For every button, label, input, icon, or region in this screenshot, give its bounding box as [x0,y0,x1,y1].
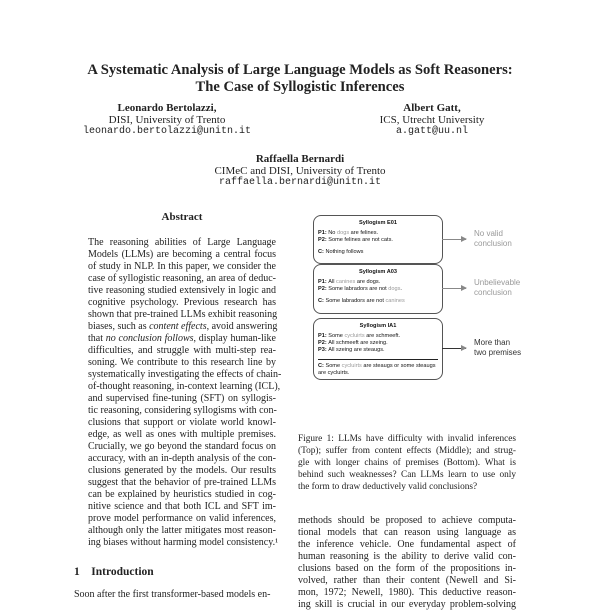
premise [318,340,442,347]
abstract-line: suggest that the behavior of pre-trained LLMs [88,477,276,488]
body-line: clusions based on the form of the propositions in- [298,563,516,574]
arrow-icon [442,288,466,289]
author-affiliation: CIMeC and DISI, University of Trento [214,165,386,177]
text: All schmeeft are szeing. [328,340,388,346]
body-line: mon, 1972; Newell, 1980). This deductive reason- [298,587,516,598]
label: C: [318,363,326,369]
section-number: 1 [74,566,80,578]
premise [318,279,442,286]
conclusion-type-label: Unbelievable conclusion [474,278,521,297]
abstract-line: of-thought reasoning, in-context learning (ICL), [88,381,281,392]
author-email[interactable]: a.gatt@uu.nl [395,126,468,137]
abstract-line: and supervised fine-tuning (SFT) on syllogis- [88,393,276,404]
abstract-heading: Abstract [161,211,203,223]
author-name: Raffaella Bernardi [255,153,345,165]
arrow-icon [442,348,466,349]
author-affiliation: ICS, Utrecht University [379,114,485,126]
body-line: ing skill is crucial in our everyday problem-solving [298,599,516,610]
text: All [328,279,337,285]
label: P3: [318,347,329,353]
conclusion [318,298,442,305]
body-line: methods should be proposed to achieve computa- [298,515,516,526]
arrow-icon [442,239,466,240]
text: canines [385,298,405,304]
text: Some [325,363,342,369]
paper-title-line-2: The Case of Syllogistic Inferences [195,79,405,95]
caption-line: behind such weaknesses? Can LLMs learn to use only [298,470,516,480]
author-email[interactable]: raffaella.bernardi@unitn.it [218,177,382,188]
label: P2: [318,286,329,292]
abstract-line: that no conclusion follows, display human-like [88,333,276,344]
premise [318,230,442,237]
premise [318,333,442,340]
abstract-line: nitive science and that both ICL and SFT im- [88,501,276,512]
abstract-line: shown that pre-trained LLMs exhibit reasoning [88,309,278,320]
author-name: Albert Gatt, [403,102,461,114]
abstract-line: cognitive psychology. Previous research has [88,297,276,308]
text: Some labradors are not [328,286,389,292]
label: P1: [318,279,329,285]
abstract-line: systematically investigating the effects of chain- [88,369,282,380]
text: Some felines are not cats. [328,237,393,243]
abstract-line: biases, such as content effects, avoid answering [88,321,278,332]
text: dogs [336,230,350,236]
abstract-line: clusions that support or violate world knowl- [88,417,276,428]
abstract-line: edge, as well as ones with multiple premises. [88,429,276,440]
conclusion [318,249,442,256]
author-name: Leonardo Bertolazzi, [117,102,217,114]
text: Some [328,333,345,339]
conclusion [318,359,438,377]
text: All szeing are steaugs. [328,347,385,353]
abstract-line: soning. We contribute to this research line by [88,357,276,368]
abstract-line: tic reasoning, considering syllogisms with con- [88,405,277,416]
author-3 [150,153,450,188]
body-line: human reasoning is the ability to derive valid con- [298,551,516,562]
section-heading [74,566,154,578]
text: canines [336,279,356,285]
syllogism-box [313,264,443,314]
abstract-line: of study in NLP. In this paper, we consider the [88,261,276,272]
text: . [400,286,402,292]
caption-line: gle with longer chains of premises (Bottom). What is [298,458,516,468]
premise [318,237,442,244]
text: are steaugs or some steaugs are cycluirts. [318,363,436,376]
syllogism-title: Syllogism A03 [358,269,398,275]
abstract-line: difficulties, and struggle with multi-step rea- [88,345,276,356]
author-affiliation: DISI, University of Trento [108,114,226,126]
syllogism-box [313,318,443,380]
syllogism-box [313,215,443,264]
abstract-line: tive reasoning studied extensively in logic and [88,285,276,296]
conclusion-type-label: More than two premises [474,338,522,357]
body-line: tional models that can reason using language as [298,527,516,538]
label: P1: [318,333,329,339]
syllogism-title: Syllogism IA1 [359,323,397,329]
author-email[interactable]: leonardo.bertolazzi@unitn.it [82,126,252,137]
author-2 [332,102,532,137]
paper-title-line-1: A Systematic Analysis of Large Language Models as Soft Reasoners: [87,62,513,78]
section-title: Introduction [91,566,154,578]
text: No [328,230,337,236]
abstract-line: can be explained by heuristics studied in cog- [88,489,276,500]
body-line: the inference vehicle. One fundamental aspect of [298,539,516,550]
text: are schmeeft. [364,333,401,339]
body-line: volved, rather than their content (Newell and Si- [298,575,516,586]
abstract-line: ing biases without harming model consistency.¹ [88,537,279,548]
abstract-line: accuracy, with an in-depth analysis of the con- [88,453,276,464]
caption-line: the form to draw deductively valid conclusions? [298,482,478,492]
caption-line: (Top); suffer from content effects (Middle); and strug- [298,446,516,456]
abstract-line: although only the latter mitigates most reason- [88,525,276,536]
premise [318,347,442,354]
label: P1: [318,230,329,236]
abstract-line: The reasoning abilities of Large Language [88,237,276,248]
label: P2: [318,340,329,346]
premise [318,286,442,293]
text: cycluirts [341,363,362,369]
abstract-line: clusions generated by the models. Our results [88,465,276,476]
caption-line: Figure 1: LLMs have difficulty with invalid inferences [298,434,516,444]
text: dogs [388,286,401,292]
conclusion-type-label: No valid conclusion [474,228,512,248]
abstract-line: case of syllogistic reasoning, an area of deduc- [88,273,276,284]
label: C: [318,249,326,255]
abstract-line: Crucially, we go beyond the standard focus on [88,441,276,452]
text: Nothing follows [325,249,364,255]
text: cycluirts [344,333,365,339]
abstract-line: Models (LLMs) are becoming a central focus [88,249,276,260]
text: Some labradors are not [325,298,386,304]
text: are felines. [349,230,379,236]
label: P2: [318,237,329,243]
intro-first-line: Soon after the first transformer-based models en- [74,589,271,600]
syllogism-title: Syllogism E01 [359,220,397,226]
label: C: [318,298,326,304]
author-1 [67,102,267,137]
text: are dogs. [355,279,381,285]
abstract-line: prove model performance on valid inferences, [88,513,276,524]
